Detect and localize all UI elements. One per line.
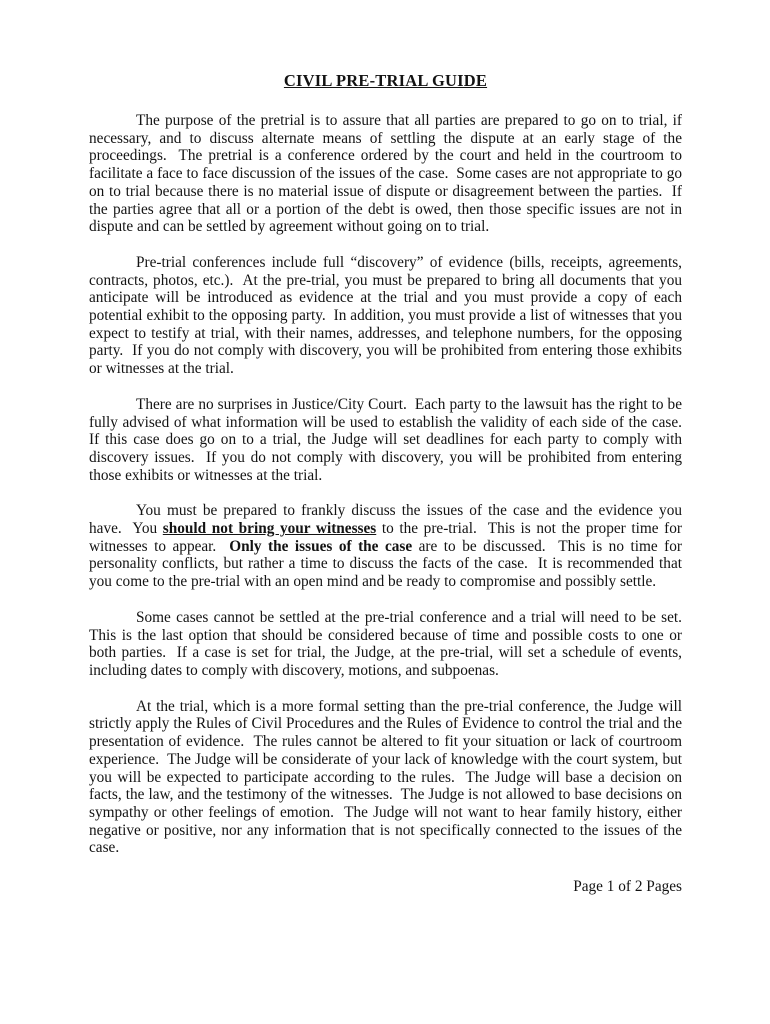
text-run: Only the issues of the case bbox=[229, 537, 413, 555]
text-run: should not bring your witnesses bbox=[162, 520, 377, 538]
text-run: Some cases cannot be settled at the pre-trial conference and a trial will need to be set. This is the last option that should be considered because of time and possible costs to one or both parties. If a case is set for trial, the Judge, at the pre-trial, will set a schedule of events, including dates to comply with discovery, motions, and subpoenas. bbox=[89, 608, 690, 679]
paragraph-frank-discussion bbox=[89, 502, 686, 591]
text-run: There are no surprises in Justice/City Court. Each party to the lawsuit has the right to be fully advised of what information will be used to establish the validity of each side of the case. If this case does go on to a trial, the Judge will set deadlines for each party to comply with discovery issues. If you do not comply with discovery, you will be prohibited from entering those exhibits or witnesses at the trial. bbox=[89, 395, 690, 484]
text-run: to the pre-trial. This is not the proper time for witnesses to appear. bbox=[89, 520, 686, 555]
paragraph-at-the-trial bbox=[89, 697, 686, 857]
text-run: You must be prepared to frankly discuss the issues of the case and the evidence you have. You bbox=[89, 502, 686, 538]
text-run: The purpose of the pretrial is to assure that all parties are prepared to go on to trial, if necessary, and to discuss alternate means of settling the dispute at an early stage of the proceedings. The pretrial is a conference ordered by the court and held in the courtroom to facilitate a face to face discussion of the issues of the case. Some cases are not appropriate to go on to trial because there is no material issue of dispute or disagreement between the parties. If the parties agree that all or a portion of the debt is owed, then those specific issues are not in dispute and can be settled by agreement without going on to trial. bbox=[89, 112, 686, 236]
text-run: At the trial, which is a more formal setting than the pre-trial conference, the Judge will strictly apply the Rules of Civil Procedures and the Rules of Evidence to control the trial and the presentation of evidence. The rules cannot be altered to fit your situation or lack of courtroom experience. The Judge will be considerate of your lack of knowledge with the court system, but you will be expected to participate according to the rules. The Judge will base a decision on facts, the law, and the testimony of the witnesses. The Judge is not allowed to base decisions on sympathy or other feelings of emotion. The Judge will not want to hear family history, either negative or positive, nor any information that is not specifically connected to the issues of the case. bbox=[89, 697, 686, 857]
paragraph-no-surprises bbox=[89, 395, 690, 485]
page-number: Page 1 of 2 Pages bbox=[573, 878, 682, 896]
paragraph-discovery-of-evidence bbox=[89, 253, 686, 378]
document-body bbox=[89, 112, 690, 857]
text-run: Pre-trial conferences include full “discovery” of evidence (bills, receipts, agreements, contracts, photos, etc.). At the pre-trial, you must be prepared to bring all documents that you anticipate will be introduced as evidence at the trial and you must provide a copy of each potential exhibit to the opposing party. In addition, you must provide a list of witnesses that you expect to testify at trial, with their names, addresses, and telephone numbers, for the opposing party. If you do not comply with discovery, you will be prohibited from entering those exhibits or witnesses at the trial. bbox=[89, 253, 686, 378]
document-title: CIVIL PRE-TRIAL GUIDE bbox=[283, 71, 488, 90]
paragraph-cases-not-settled bbox=[89, 608, 690, 680]
text-run: are to be discussed. This is no time for personality conflicts, but rather a time to discuss the facts of the case. It is recommended that you come to the pre-trial with an open mind and be ready to compromise and possibly settle. bbox=[89, 537, 686, 591]
paragraph-purpose-of-pretrial bbox=[89, 112, 686, 236]
